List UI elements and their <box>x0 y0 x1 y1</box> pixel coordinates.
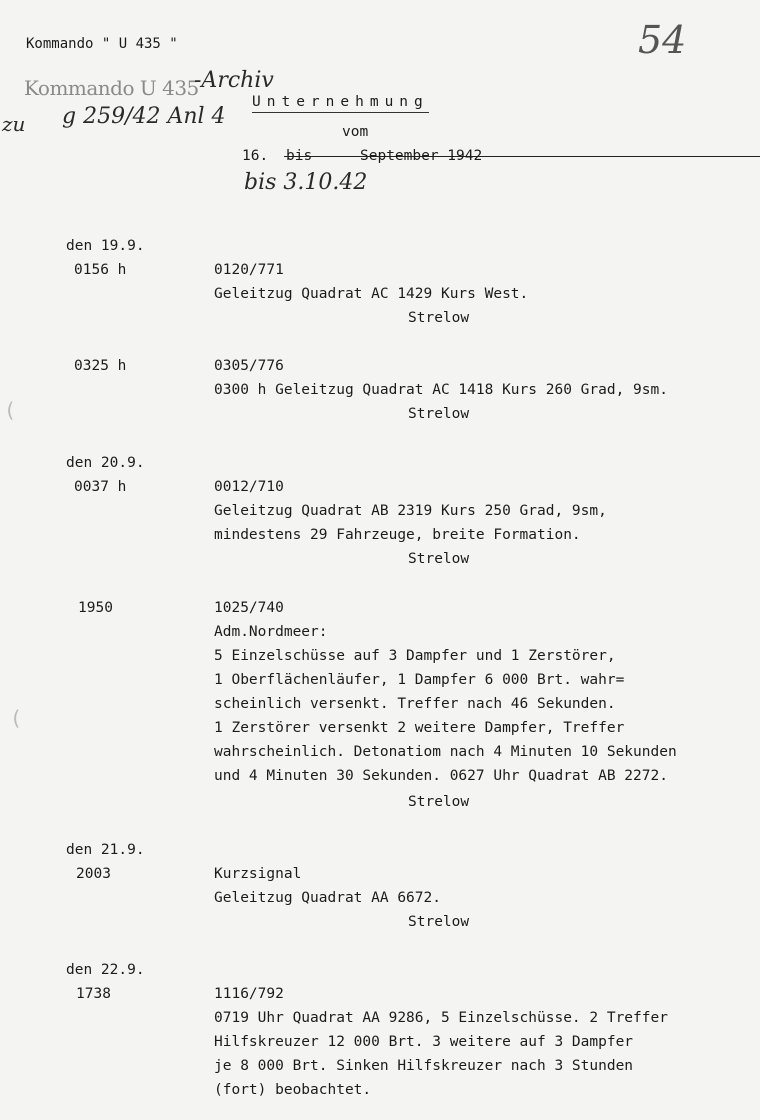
entry-reference: 0012/710 <box>214 479 284 495</box>
entry-line: 1 Oberflächenläufer, 1 Dampfer 6 000 Brt. wahr= <box>214 672 625 688</box>
entry-line: und 4 Minuten 30 Sekunden. 0627 Uhr Quadrat AB 2272. <box>214 768 668 784</box>
reference-prefix: zu <box>2 112 26 136</box>
entry-reference: 0120/771 <box>214 262 284 278</box>
entry-signature: Strelow <box>408 914 470 930</box>
date-struck-word: bis <box>286 148 760 164</box>
entry-line: 1 Zerstörer versenkt 2 weitere Dampfer, Treffer <box>214 720 625 736</box>
date-month: September 1942 <box>360 148 483 164</box>
entry-time: 0156 h <box>74 262 127 278</box>
entry-line: mindestens 29 Fahrzeuge, breite Formation. <box>214 527 581 543</box>
document-title: Unternehmung <box>252 94 429 113</box>
entry-line: Adm.Nordmeer: <box>214 624 328 640</box>
entry-signature: Strelow <box>408 551 470 567</box>
entry-reference: 0305/776 <box>214 358 284 374</box>
entry-time: 2003 <box>76 866 111 882</box>
entry-signature: Strelow <box>408 406 470 422</box>
entry-reference: 1116/792 <box>214 986 284 1002</box>
date-handwriting: bis 3.10.42 <box>244 170 368 195</box>
entry-line: 0300 h Geleitzug Quadrat AC 1418 Kurs 260 Grad, 9sm. <box>214 382 668 398</box>
entry-line: Geleitzug Quadrat AA 6672. <box>214 890 441 906</box>
entry-day: den 19.9. <box>66 238 145 254</box>
entry-line: je 8 000 Brt. Sinken Hilfskreuzer nach 3 Stunden <box>214 1058 634 1074</box>
reference-handwriting: g 259/42 Anl 4 <box>62 104 226 129</box>
entry-line: (fort) beobachtet. <box>214 1082 372 1098</box>
margin-mark: ( <box>10 706 23 730</box>
entry-line: scheinlich versenkt. Treffer nach 46 Sekunden. <box>214 696 616 712</box>
margin-mark: ( <box>4 398 17 422</box>
entry-time: 1950 <box>78 600 113 616</box>
entry-day: den 21.9. <box>66 842 145 858</box>
entry-reference: 1025/740 <box>214 600 284 616</box>
archive-stamp-handwriting: -Archiv <box>194 68 274 93</box>
entry-reference: Kurzsignal <box>214 866 302 882</box>
entry-line: wahrscheinlich. Detonatiom nach 4 Minuten 10 Sekunden <box>214 744 677 760</box>
entry-signature: Strelow <box>408 310 470 326</box>
entry-line: 0719 Uhr Quadrat AA 9286, 5 Einzelschüsse. 2 Treffer <box>214 1010 668 1026</box>
entry-time: 0037 h <box>74 479 127 495</box>
entry-day: den 22.9. <box>66 962 145 978</box>
entry-line: Hilfskreuzer 12 000 Brt. 3 weitere auf 3 Dampfer <box>214 1034 634 1050</box>
entry-line: 5 Einzelschüsse auf 3 Dampfer und 1 Zerstörer, <box>214 648 616 664</box>
entry-line: Geleitzug Quadrat AC 1429 Kurs West. <box>214 286 529 302</box>
page-number: 54 <box>638 18 687 62</box>
entry-signature: Strelow <box>408 794 470 810</box>
entry-time: 1738 <box>76 986 111 1002</box>
kommando-label: Kommando " U 435 " <box>26 36 178 52</box>
date-day: 16. <box>242 148 269 164</box>
entry-line: Geleitzug Quadrat AB 2319 Kurs 250 Grad, 9sm, <box>214 503 607 519</box>
entry-time: 0325 h <box>74 358 127 374</box>
date-vom: vom <box>342 124 369 140</box>
entry-day: den 20.9. <box>66 455 145 471</box>
archive-stamp: Kommando U 435 <box>24 76 199 100</box>
